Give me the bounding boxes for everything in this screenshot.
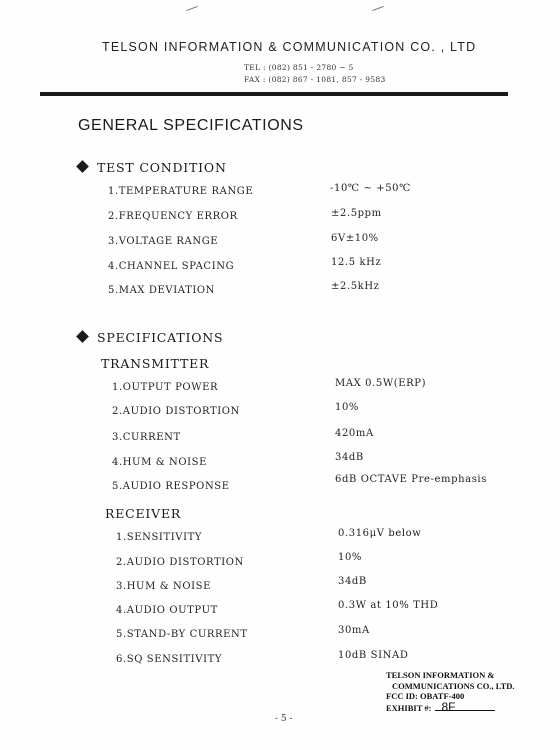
receiver-value: 34dB: [338, 576, 367, 587]
stamp-exhibit-label: EXHIBIT #:: [386, 702, 432, 713]
diamond-bullet-icon: [76, 160, 89, 173]
page-number: - 5 -: [275, 714, 293, 724]
test-condition-label: 4.CHANNEL SPACING: [108, 261, 235, 272]
transmitter-label: 3.CURRENT: [112, 432, 181, 443]
stamp-fcc-id: FCC ID: OBATF-400: [386, 691, 465, 701]
receiver-label: 3.HUM & NOISE: [116, 581, 212, 592]
receiver-heading: RECEIVER: [105, 506, 182, 521]
transmitter-value: 6dB OCTAVE Pre-emphasis: [335, 474, 487, 485]
specifications-heading: [78, 330, 223, 345]
test-condition-value: ±2.5ppm: [331, 208, 382, 219]
receiver-label: 5.STAND-BY CURRENT: [116, 629, 248, 640]
receiver-value: 10%: [338, 552, 363, 563]
diamond-bullet-icon: [76, 330, 89, 343]
receiver-value: 30mA: [338, 625, 370, 636]
transmitter-label: 5.AUDIO RESPONSE: [112, 481, 230, 492]
transmitter-value: 420mA: [335, 428, 374, 439]
test-condition-label: 1.TEMPERATURE RANGE: [108, 186, 254, 197]
transmitter-heading: TRANSMITTER: [101, 356, 210, 371]
test-condition-label: 5.MAX DEVIATION: [108, 285, 216, 296]
stamp-company-line2: COMMUNICATIONS CO., LTD.: [392, 680, 515, 691]
test-condition-value: 12.5 kHz: [331, 257, 382, 268]
test-condition-value: ±2.5kHz: [331, 281, 380, 292]
transmitter-label: 4.HUM & NOISE: [112, 457, 208, 468]
test-condition-label: 3.VOLTAGE RANGE: [108, 236, 219, 247]
transmitter-value: 10%: [335, 402, 360, 413]
specifications-heading-text: SPECIFICATIONS: [97, 330, 224, 345]
transmitter-label: 1.OUTPUT POWER: [112, 382, 219, 393]
test-condition-label: 2.FREQUENCY ERROR: [108, 211, 238, 222]
stamp-exhibit-row: [386, 699, 536, 714]
receiver-label: 6.SQ SENSITIVITY: [116, 654, 223, 665]
exhibit-stamp: [386, 670, 536, 713]
header-divider: [40, 92, 508, 96]
transmitter-value: MAX 0.5W(ERP): [335, 378, 427, 389]
receiver-value: 0.316μV below: [338, 528, 422, 539]
fax-number: FAX : (082) 867 - 1081, 857 - 9583: [244, 75, 386, 84]
scan-mark: [372, 6, 384, 11]
page-title: GENERAL SPECIFICATIONS: [78, 117, 304, 134]
company-name: TELSON INFORMATION & COMMUNICATION CO. , LTD: [102, 40, 477, 54]
receiver-value: 0.3W at 10% THD: [338, 600, 439, 611]
scan-mark: [186, 6, 198, 11]
receiver-label: 1.SENSITIVITY: [116, 532, 203, 543]
stamp-exhibit-value: 8F: [441, 699, 456, 714]
receiver-value: 10dB SINAD: [338, 650, 409, 661]
receiver-label: 2.AUDIO DISTORTION: [116, 557, 244, 568]
test-condition-heading-text: TEST CONDITION: [97, 160, 227, 175]
telephone-number: TEL : (082) 851 - 2780 ~ 5: [244, 63, 354, 72]
test-condition-value: 6V±10%: [331, 233, 379, 244]
transmitter-value: 34dB: [335, 452, 364, 463]
stamp-company-line1: TELSON INFORMATION &: [386, 670, 495, 680]
receiver-label: 4.AUDIO OUTPUT: [116, 605, 218, 616]
transmitter-label: 2.AUDIO DISTORTION: [112, 406, 240, 417]
test-condition-heading: [78, 160, 227, 175]
test-condition-value: -10℃ ~ +50℃: [330, 183, 411, 194]
